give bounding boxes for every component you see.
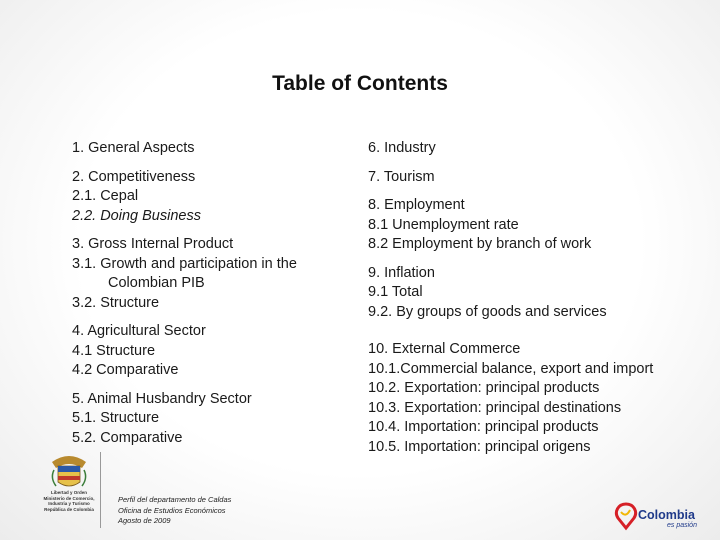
page-title: Table of Contents: [272, 72, 448, 95]
footer-note-line: Oficina de Estudios Económicos: [118, 505, 226, 515]
coat-of-arms-icon: [42, 448, 96, 528]
toc-section: [368, 168, 708, 188]
footer-divider: [100, 452, 101, 528]
crest-line: Industria y Turismo: [48, 501, 90, 506]
toc-item: 10.3. Exportation: principal destinations: [368, 399, 622, 416]
footer-note-line: Agosto de 2009: [118, 516, 171, 525]
toc-item: 10.4. Importation: principal products: [368, 419, 599, 435]
toc-section: [72, 322, 352, 381]
toc-item: 8.2 Employment by branch of work: [368, 236, 592, 252]
toc-section: [368, 139, 708, 159]
toc-item: 4.1 Structure: [72, 342, 156, 359]
toc-item: 10.2. Exportation: principal products: [368, 380, 600, 396]
toc-heading: 8. Employment: [368, 197, 465, 213]
toc-heading: 3. Gross Internal Product: [72, 236, 234, 252]
toc-item: 3.2. Structure: [72, 294, 160, 311]
toc-item: 5.1. Structure: [72, 410, 160, 426]
toc-heading: 4. Agricultural Sector: [72, 323, 206, 339]
toc-item-continued: Colombian PIB: [108, 275, 205, 291]
toc-item: 9.1 Total: [368, 284, 423, 300]
toc-section: [72, 235, 352, 313]
toc-item: 5.2. Comparative: [72, 429, 183, 446]
toc-section: [72, 139, 352, 159]
footer-note: [118, 495, 231, 527]
toc-item: 10.5. Importation: principal origens: [368, 438, 591, 455]
toc-heading: 1. General Aspects: [72, 140, 195, 156]
toc-left-column: [72, 139, 352, 457]
crest-line: Ministerio de Comercio,: [43, 495, 95, 501]
toc-section: [72, 168, 352, 227]
toc-heading: 10. External Commerce: [368, 341, 521, 357]
toc-item: 8.1 Unemployment rate: [368, 216, 519, 233]
toc-item: 2.2. Doing Business: [72, 207, 201, 224]
toc-section: [368, 264, 708, 323]
toc-heading: 2. Competitiveness: [72, 168, 196, 185]
toc-right-column: [368, 139, 708, 466]
toc-heading: 5. Animal Husbandry Sector: [72, 390, 252, 407]
toc-item: 4.2 Comparative: [72, 362, 179, 378]
toc-section: [72, 390, 352, 449]
ministry-label: [40, 490, 98, 512]
footer-note-line: Perfil del departamento de Caldas: [118, 495, 232, 504]
brand-tagline: es pasión: [667, 522, 697, 529]
toc-item: 3.1. Growth and participation in the: [72, 255, 297, 272]
brand-name: Colombia: [638, 508, 695, 522]
toc-item: 2.1. Cepal: [72, 188, 139, 204]
toc-heading: 7. Tourism: [368, 168, 435, 185]
toc-heading: 6. Industry: [368, 140, 436, 156]
crest-line: Libertad y Orden: [50, 490, 87, 495]
toc-section: [368, 196, 708, 255]
toc-item: 9.2. By groups of goods and services: [368, 303, 607, 320]
toc-item: 10.1.Commercial balance, export and import: [368, 360, 654, 377]
crest-line: República de Colombia: [44, 506, 94, 512]
toc-section: [368, 340, 708, 457]
toc-heading: 9. Inflation: [368, 264, 435, 281]
